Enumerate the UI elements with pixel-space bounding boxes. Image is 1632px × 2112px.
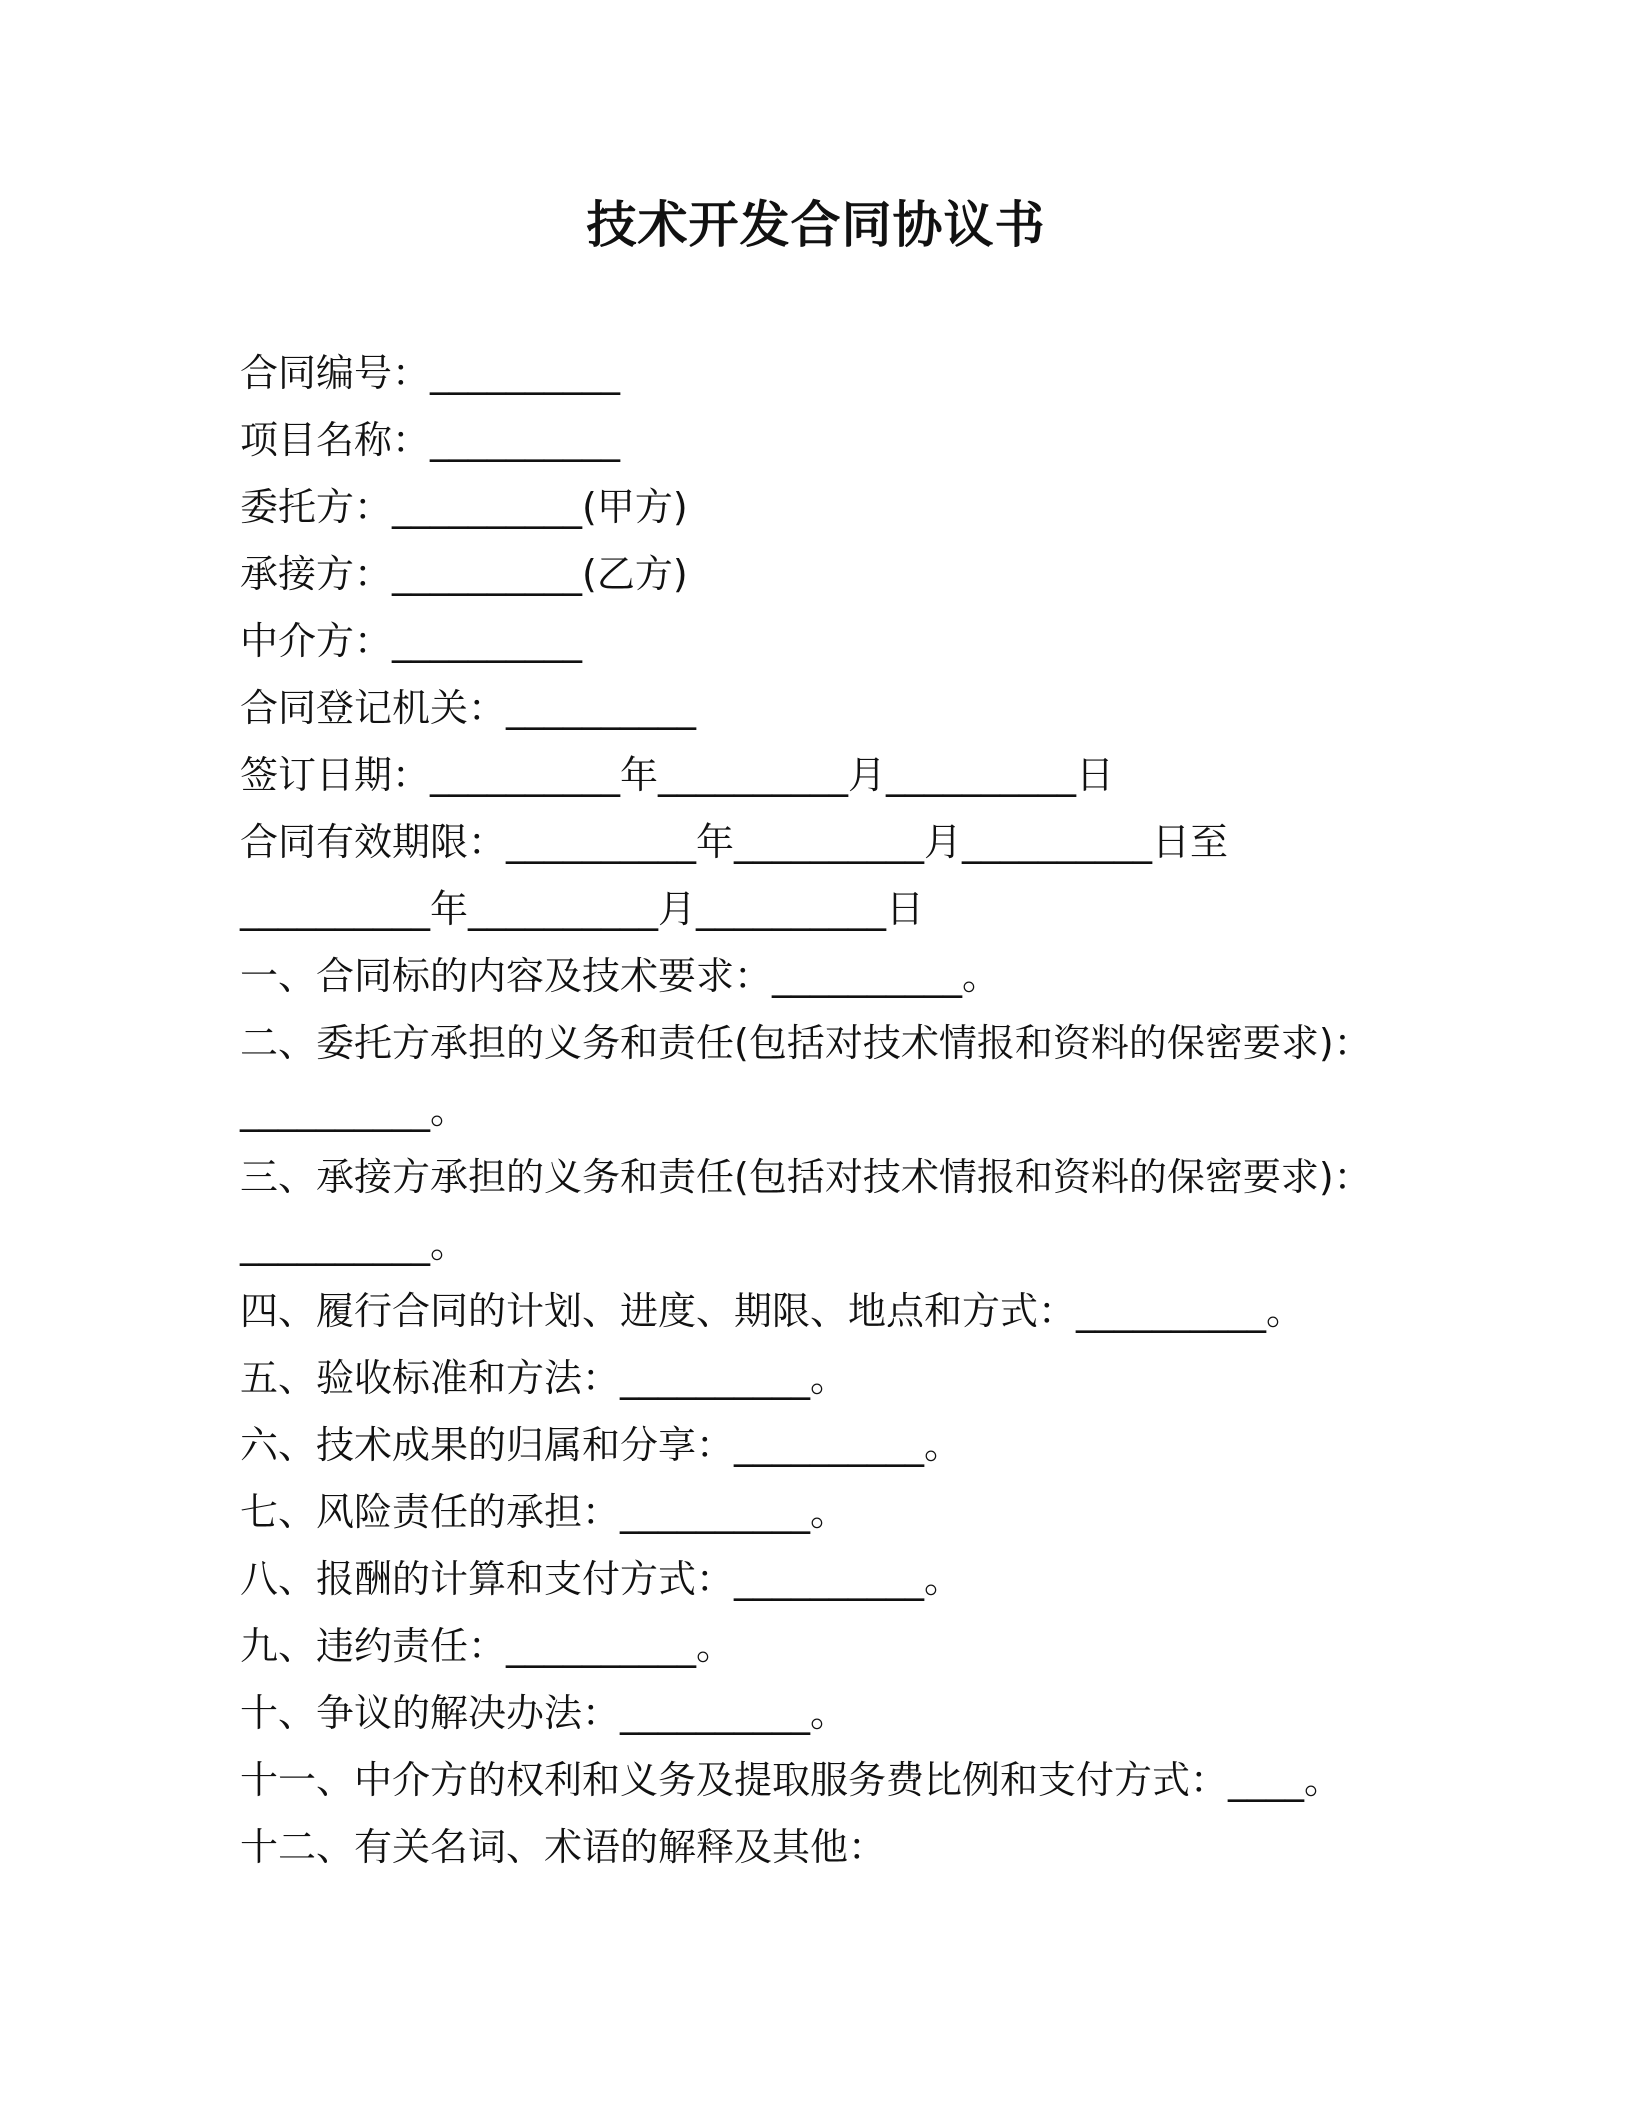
document-title: 技术开发合同协议书	[586, 196, 1046, 254]
clause-3-blank: __________。	[240, 1222, 469, 1266]
project-name-line: 项目名称：__________	[240, 418, 621, 462]
clause-5: 五、验收标准和方法：__________。	[240, 1356, 849, 1400]
clause-2: 二、委托方承担的义务和责任(包括对技术情报和资料的保密要求)：	[240, 1021, 1372, 1065]
validity-period-end-line: __________年__________月__________日	[240, 887, 925, 931]
contract-number-line: 合同编号：__________	[240, 351, 621, 395]
clause-4: 四、履行合同的计划、进度、期限、地点和方式：__________。	[240, 1289, 1305, 1333]
signing-date-line: 签订日期：__________年__________月__________日	[240, 753, 1115, 797]
contractor-party-line: 承接方：__________(乙方)	[240, 552, 688, 596]
clause-6: 六、技术成果的归属和分享：__________。	[240, 1423, 963, 1467]
clause-11: 十一、中介方的权利和义务及提取服务费比例和支付方式：____。	[240, 1758, 1343, 1802]
clause-2-blank: __________。	[240, 1088, 469, 1132]
clause-7: 七、风险责任的承担：__________。	[240, 1490, 849, 1534]
clause-9: 九、违约责任：__________。	[240, 1624, 735, 1668]
document-body	[240, 340, 1420, 1881]
intermediary-line: 中介方：__________	[240, 619, 583, 663]
client-party-line: 委托方：__________(甲方)	[240, 485, 688, 529]
validity-period-line: 合同有效期限：__________年__________月__________日至	[240, 820, 1229, 864]
clause-3: 三、承接方承担的义务和责任(包括对技术情报和资料的保密要求)：	[240, 1155, 1372, 1199]
clause-8: 八、报酬的计算和支付方式：__________。	[240, 1557, 963, 1601]
clause-1: 一、合同标的内容及技术要求：__________。	[240, 954, 1001, 998]
clause-12: 十二、有关名词、术语的解释及其他：	[240, 1825, 887, 1869]
registration-authority-line: 合同登记机关：__________	[240, 686, 697, 730]
clause-10: 十、争议的解决办法：__________。	[240, 1691, 849, 1735]
